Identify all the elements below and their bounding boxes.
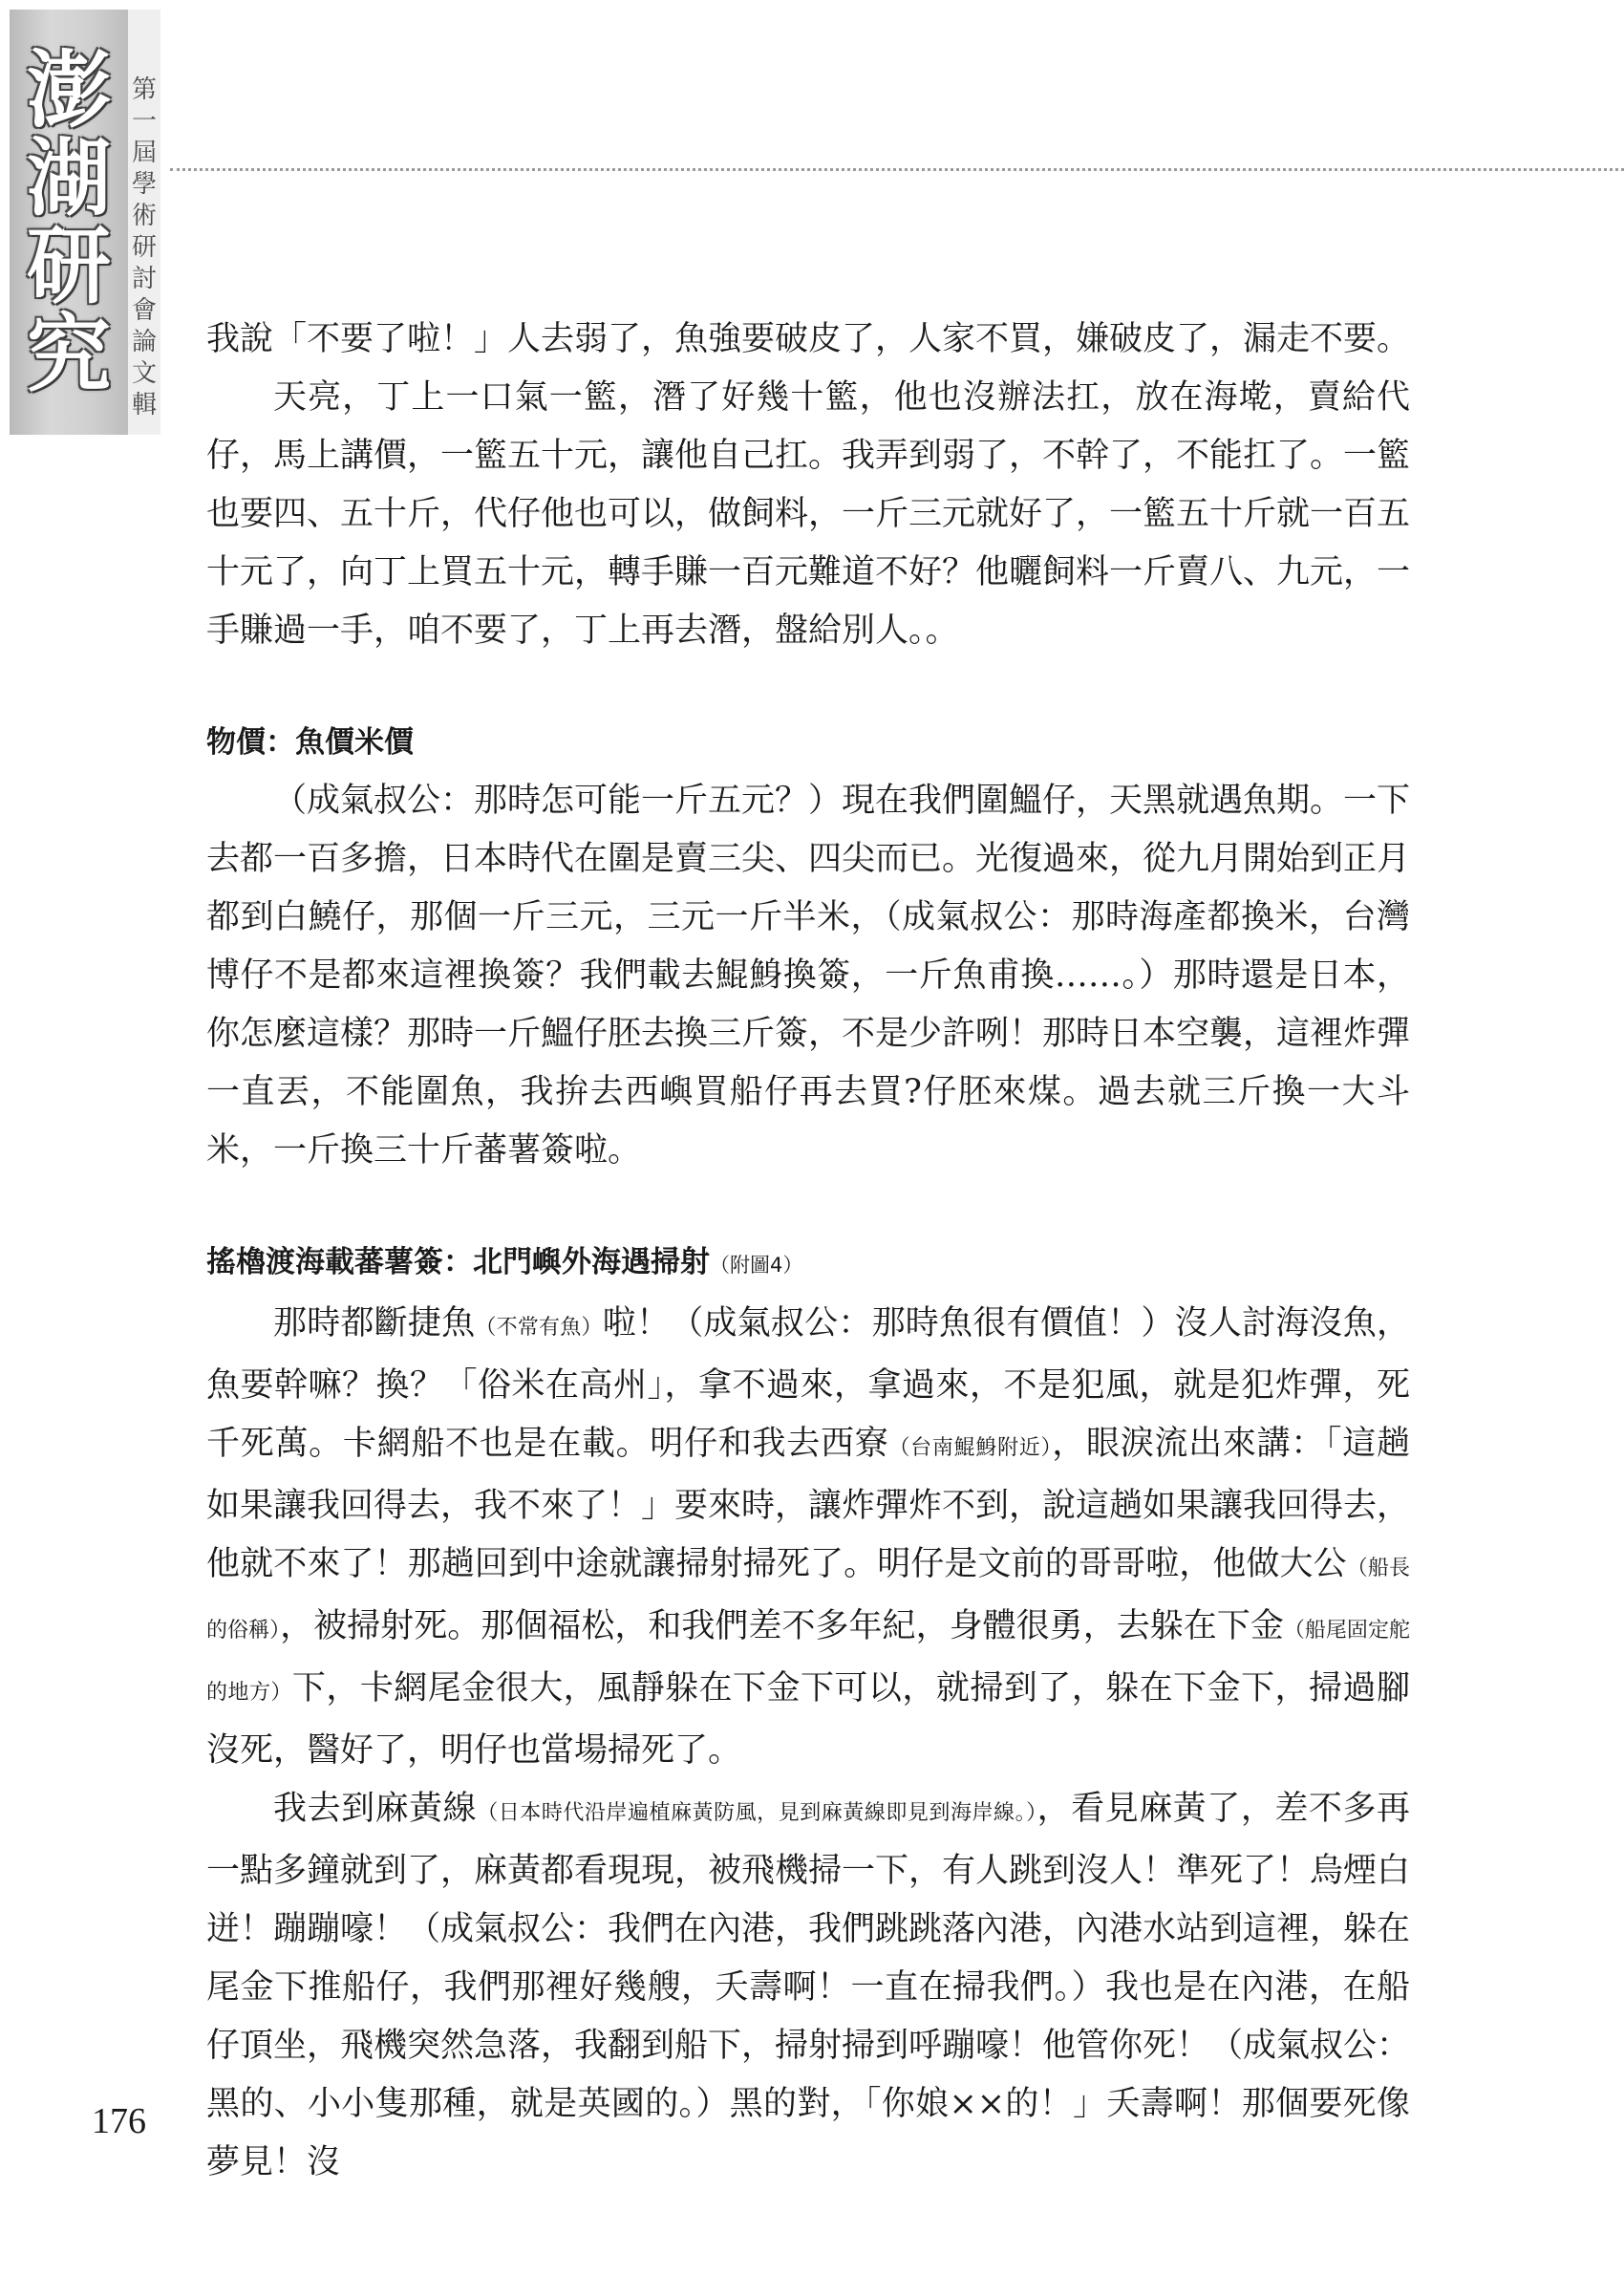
paragraph-2: 天亮，丁上一口氣一籃，潛了好幾十籃，他也沒辦法扛，放在海墘，賣給代仔，馬上講價，一籃五十元，讓他自己扛。我弄到弱了，不幹了，不能扛了。一籃也要四、五十斤，代仔他也可以，做飼料，一斤三元就好了，一籃五十斤就一百五十元了，向丁上買五十元，轉手賺一百元難道不好？他曬飼料一斤賣八、九元，一手賺過一手，咱不要了，丁上再去潛，盤給別人。。 (206, 378, 1411, 650)
journal-subtitle: 第一屆學術研討會論文輯 (131, 75, 157, 419)
inline-note: （不常有魚） (475, 1316, 603, 1340)
text-run: ，眼淚流出來講：「這趟如果讓我回得去，我不來了！」要來時，讓炸彈炸不到，說這趟如果讓我回得去，他就不來了！那趟回到中途就讓掃射掃死了。明仔是文前的哥哥啦，他做大公 (206, 1425, 1411, 1583)
journal-header (0, 0, 160, 435)
article-body (206, 311, 1410, 2192)
inline-note: （台南鯤鯓附近） (888, 1436, 1053, 1460)
paragraph-1: 我說「不要了啦！」人去弱了，魚強要破皮了，人家不買，嫌破皮了，漏走不要。 (206, 320, 1411, 358)
paragraph-4 (206, 1295, 1410, 1780)
section-heading-prices: 物價：魚價米價 (206, 725, 414, 760)
header-dotted-rule (170, 168, 1624, 171)
paragraph-5 (206, 1780, 1410, 2192)
text-run: ，被掃射死。那個福松，和我們差不多年紀，身體很勇，去躲在下金 (280, 1607, 1284, 1645)
figure-reference: （附圖4） (710, 1254, 803, 1277)
text-run: 啦！（成氣叔公：那時魚很有價值！）沒人討海沒魚，魚要幹嘛？換？「俗米在高州」，拿不過來，拿過來，不是犯風，就是犯炸彈，死千死萬。卡網船不也是在載。明仔和我去西寮 (206, 1304, 1410, 1463)
text-run: 下，卡網尾金很大，風靜躲在下金下可以，就掃到了，躲在下金下，掃過腳沒死，醫好了，明仔也當場掃死了。 (206, 1669, 1410, 1770)
section-heading-strafing (206, 1234, 1410, 1295)
inline-note: （日本時代沿岸遍植麻黃防風，見到麻黃線即見到海岸線。） (477, 1801, 1037, 1825)
page-number: 176 (92, 2101, 146, 2141)
paragraph-3: （成氣叔公：那時怎可能一斤五元？）現在我們圍鰮仔，天黑就遇魚期。一下去都一百多擔，日本時代在圍是賣三尖、四尖而已。光復過來，從九月開始到正月都到白鱙仔，那個一斤三元，三元一斤半米，（成氣叔公：那時海產都換米，台灣博仔不是都來這裡換簽？我們載去鯤鯓換簽，一斤魚甫換……。）那時還是日本，你怎麼這樣？那時一斤鰮仔胚去換三斤簽，不是少許咧！那時日本空襲，這裡炸彈一直丟，不能圍魚，我拚去西嶼買船仔再去買?仔胚來煤。過去就三斤換一大斗米，一斤換三十斤蕃薯簽啦。 (206, 782, 1411, 1170)
inline-note: （船尾固定舵的地方） (206, 1619, 1410, 1705)
inline-note: （船長的俗稱） (206, 1557, 1410, 1643)
text-run: 那時都斷捷魚 (273, 1304, 476, 1343)
journal-title: 澎湖研究 (26, 40, 111, 403)
text-run: 我去到麻黃線 (273, 1790, 478, 1828)
text-run: ，看見麻黃了，差不多再一點多鐘就到了，麻黃都看現現，被飛機掃一下，有人跳到沒人！準死了！烏煙白迸！蹦蹦嚎！（成氣叔公：我們在內港，我們跳跳落內港，內港水站到這裡，躲在尾金下推船仔，我們那裡好幾艘，夭壽啊！一直在掃我們。）我也是在內港，在船仔頂坐，飛機突然急落，我翻到船下，掃射掃到呼蹦嚎！他管你死！（成氣叔公：黑的、小小隻那種，就是英國的。）黑的對，「你娘××的！」夭壽啊！那個要死像夢見！沒 (206, 1790, 1411, 2181)
section-heading-text: 搖櫓渡海載蕃薯簽：北門嶼外海遇掃射 (206, 1245, 710, 1279)
